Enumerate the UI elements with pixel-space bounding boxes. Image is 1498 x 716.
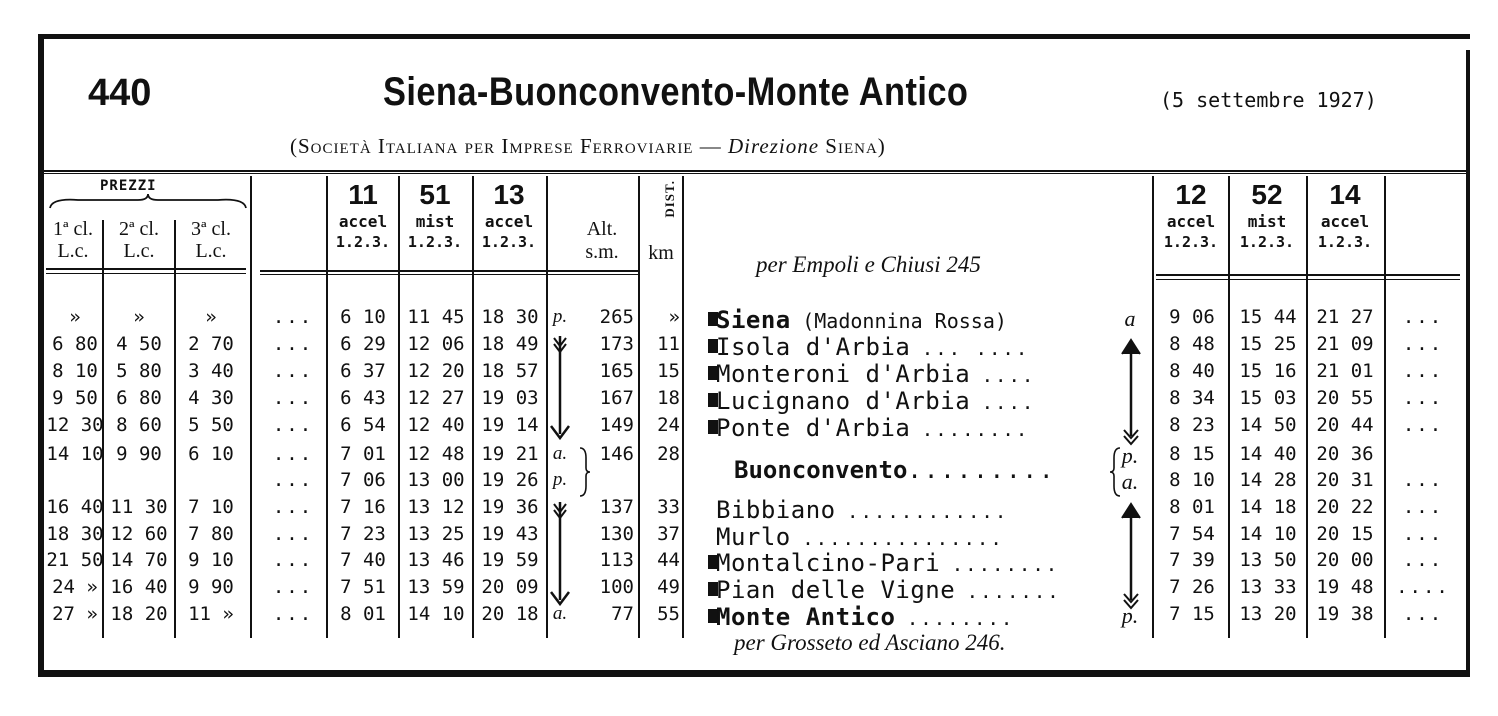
time-train-52: 14 40 — [1239, 443, 1297, 465]
station-name: Murlo — [716, 523, 791, 551]
price-class-2: 14 70 — [110, 549, 168, 571]
time-train-52: 15 16 — [1239, 360, 1297, 382]
train-13-classes: 1.2.3. — [481, 233, 537, 251]
station-name: Montalcino-Pari — [716, 549, 941, 577]
price-class-3: 7 10 — [188, 496, 234, 518]
price-class-2: 16 40 — [110, 576, 168, 598]
trains-down-rule — [260, 270, 640, 272]
distance-km: 24 — [657, 414, 680, 436]
station-cell — [716, 360, 1116, 388]
time-train-11: 7 06 — [340, 469, 386, 491]
time-train-52: 14 50 — [1239, 414, 1297, 436]
blank-column: ... — [272, 360, 314, 382]
time-train-13: 19 14 — [481, 414, 539, 436]
train-14-number: 14 — [1329, 179, 1361, 210]
altitude: 149 — [599, 414, 634, 436]
train-12-classes: 1.2.3. — [1163, 233, 1219, 251]
table-row — [38, 603, 1470, 629]
class-1-top: 1ª cl. — [53, 218, 93, 240]
time-train-52: 15 44 — [1239, 306, 1297, 328]
station-cell — [716, 523, 1116, 551]
time-train-13: 19 03 — [481, 387, 539, 409]
time-train-13: 20 09 — [481, 576, 539, 598]
time-train-52: 13 33 — [1239, 576, 1297, 598]
arrival-departure-mark: a. — [1121, 469, 1139, 494]
blank-column: ... — [272, 469, 314, 491]
price-class-3: 6 10 — [188, 443, 234, 465]
blank-column: ... — [272, 333, 314, 355]
leader-dots: ... .... — [921, 338, 1030, 360]
station-name: Monteroni d'Arbia — [716, 360, 971, 388]
time-train-14: 20 31 — [1316, 469, 1374, 491]
train-12-number: 12 — [1175, 179, 1207, 210]
time-train-11: 6 43 — [340, 387, 386, 409]
time-train-12: 8 10 — [1169, 469, 1215, 491]
station-name: Buonconvento — [734, 456, 908, 484]
altitude: 100 — [599, 576, 634, 598]
price-class-2: 4 50 — [116, 333, 162, 355]
blank-column: ... — [272, 443, 314, 465]
time-train-51: 13 59 — [407, 576, 465, 598]
time-train-13: 19 26 — [481, 469, 539, 491]
time-train-13: 19 59 — [481, 549, 539, 571]
header-rule-top — [44, 170, 1466, 172]
time-train-51: 13 00 — [407, 469, 465, 491]
train-52-header — [1232, 178, 1302, 252]
altitude: 265 — [599, 306, 634, 328]
station-name: Pian delle Vigne — [716, 576, 956, 604]
price-class-2: 9 90 — [116, 443, 162, 465]
distance-km: » — [668, 306, 680, 328]
leader-dots: ........ — [906, 608, 1015, 630]
altitude-header — [568, 218, 636, 264]
station-note: (Madonnina Rossa) — [802, 309, 1007, 333]
table-row — [38, 576, 1470, 602]
station-name: Bibbiano — [716, 496, 836, 524]
blank-column: .... — [1396, 576, 1450, 598]
distance-km: 55 — [657, 603, 680, 625]
time-train-14: 21 27 — [1316, 306, 1374, 328]
brace-right — [1108, 446, 1122, 498]
time-train-52: 13 50 — [1239, 549, 1297, 571]
time-train-13: 19 21 — [481, 443, 539, 465]
trains-down-rule-thin — [260, 274, 640, 275]
leader-dots: ............ — [847, 501, 1009, 523]
time-train-11: 7 40 — [340, 549, 386, 571]
arrival-departure-mark: a. — [552, 443, 568, 464]
leader-dots: ......... — [907, 456, 1056, 484]
class-2-top: 2ª cl. — [119, 218, 159, 240]
prices-rule — [46, 268, 246, 270]
arrival-departure-mark: p. — [1121, 443, 1139, 468]
leader-dots: ............... — [802, 528, 1004, 550]
train-11-header — [328, 178, 398, 252]
time-train-51: 12 20 — [407, 360, 465, 382]
station-name: Lucignano d'Arbia — [716, 387, 971, 415]
altitude: 165 — [599, 360, 634, 382]
time-train-51: 12 06 — [407, 333, 465, 355]
time-train-12: 8 48 — [1169, 333, 1215, 355]
class-2-bottom: L.c. — [123, 240, 155, 262]
distance-km: 44 — [657, 549, 680, 571]
train-14-kind: accel — [1320, 212, 1370, 231]
price-class-3: 9 10 — [188, 549, 234, 571]
time-train-51: 12 48 — [407, 443, 465, 465]
company-open: ( — [290, 134, 298, 158]
time-train-14: 20 44 — [1316, 414, 1374, 436]
arrival-departure-mark: a — [1124, 306, 1136, 331]
station-cell — [716, 496, 1116, 524]
train-51-kind: mist — [415, 212, 455, 231]
train-52-number: 52 — [1251, 179, 1283, 210]
altitude: 173 — [599, 333, 634, 355]
up-arrow-north — [1118, 336, 1144, 448]
station-cell — [716, 414, 1116, 442]
price-class-1: 8 10 — [52, 360, 98, 382]
company-line — [290, 134, 886, 159]
station-cell — [716, 387, 1116, 415]
price-class-2: 11 30 — [110, 496, 168, 518]
table-row — [38, 496, 1470, 522]
price-class-2: » — [133, 306, 145, 328]
table-row — [38, 414, 1470, 440]
time-train-52: 13 20 — [1239, 603, 1297, 625]
train-11-kind: accel — [338, 212, 388, 231]
time-train-12: 7 54 — [1169, 523, 1215, 545]
blank-column: ... — [272, 603, 314, 625]
altitude: 77 — [611, 603, 634, 625]
distance-label: DIST. — [662, 180, 677, 218]
bottom-border — [38, 670, 1470, 677]
altitude-bottom: s.m. — [585, 241, 619, 263]
km-label: km — [648, 242, 674, 264]
up-arrow-south — [1118, 500, 1144, 612]
distance-km: 15 — [657, 360, 680, 382]
train-13-kind: accel — [484, 212, 534, 231]
blank-column: ... — [272, 414, 314, 436]
altitude: 146 — [599, 443, 634, 465]
blank-column: ... — [272, 523, 314, 545]
price-class-1: » — [69, 306, 81, 328]
price-class-1: 24 » — [52, 576, 98, 598]
trains-up-rule-thin — [1156, 279, 1460, 280]
price-class-1: 18 30 — [46, 523, 104, 545]
class-3-header — [176, 218, 246, 262]
blank-column: ... — [272, 306, 314, 328]
train-51-classes: 1.2.3. — [407, 233, 463, 251]
station-cell — [716, 549, 1116, 577]
blank-column: ... — [272, 549, 314, 571]
train-12-header — [1156, 178, 1226, 252]
blank-column: ... — [1402, 387, 1444, 409]
time-train-11: 6 54 — [340, 414, 386, 436]
train-14-classes: 1.2.3. — [1317, 233, 1373, 251]
table-row — [38, 549, 1470, 575]
altitude: 130 — [599, 523, 634, 545]
distance-km: 33 — [657, 496, 680, 518]
time-train-11: 7 23 — [340, 523, 386, 545]
table-row — [38, 333, 1470, 359]
time-train-14: 20 15 — [1316, 523, 1374, 545]
station-name: Monte Antico — [716, 603, 896, 631]
leader-dots: ....... — [966, 581, 1061, 603]
train-12-kind: accel — [1166, 212, 1216, 231]
class-1-bottom: L.c. — [57, 240, 89, 262]
header-rule-top-thin — [44, 173, 1466, 174]
time-train-11: 7 01 — [340, 443, 386, 465]
down-arrow-south — [548, 496, 572, 608]
brace-left — [578, 446, 592, 498]
time-train-12: 8 34 — [1169, 387, 1215, 409]
arrival-departure-mark: p. — [1121, 603, 1139, 628]
direction-label: Direzione — [727, 134, 820, 158]
time-train-12: 8 23 — [1169, 414, 1215, 436]
altitude-top: Alt. — [586, 218, 618, 240]
table-row — [38, 360, 1470, 386]
station-cell — [716, 576, 1116, 604]
time-train-14: 19 48 — [1316, 576, 1374, 598]
distance-km: 49 — [657, 576, 680, 598]
connection-south: per Grosseto ed Asciano 246. — [734, 630, 1006, 655]
price-class-1: 21 50 — [46, 549, 104, 571]
price-class-3: » — [205, 306, 217, 328]
time-train-51: 13 25 — [407, 523, 465, 545]
time-train-13: 18 49 — [481, 333, 539, 355]
time-train-14: 19 38 — [1316, 603, 1374, 625]
direction-city: Siena) — [819, 134, 886, 158]
time-train-11: 6 29 — [340, 333, 386, 355]
price-class-3: 4 30 — [188, 387, 234, 409]
blank-column: ... — [1402, 496, 1444, 518]
price-class-3: 11 » — [188, 603, 234, 625]
price-class-1: 27 » — [52, 603, 98, 625]
time-train-11: 8 01 — [340, 603, 386, 625]
timetable-frame — [38, 30, 1470, 682]
price-class-3: 7 80 — [188, 523, 234, 545]
leader-dots: .... — [981, 365, 1036, 387]
station-name: Isola d'Arbia — [716, 333, 911, 361]
altitude: 113 — [599, 549, 634, 571]
time-train-51: 12 40 — [407, 414, 465, 436]
time-train-13: 19 43 — [481, 523, 539, 545]
time-train-14: 20 00 — [1316, 549, 1374, 571]
time-train-12: 8 01 — [1169, 496, 1215, 518]
distance-km: 11 — [657, 333, 680, 355]
blank-column: ... — [272, 496, 314, 518]
table-row — [38, 306, 1470, 332]
prices-header: PREZZI — [100, 178, 157, 194]
leader-dots: .... — [981, 392, 1036, 414]
price-class-3: 3 40 — [188, 360, 234, 382]
time-train-12: 8 15 — [1169, 443, 1215, 465]
class-3-bottom: L.c. — [195, 240, 227, 262]
time-train-13: 18 30 — [481, 306, 539, 328]
trains-up-rule — [1156, 274, 1460, 276]
time-train-51: 13 46 — [407, 549, 465, 571]
price-class-1: 16 40 — [46, 496, 104, 518]
arrival-departure-mark: p. — [552, 306, 568, 327]
station-buonconvento — [734, 456, 1055, 484]
blank-column: ... — [1402, 333, 1444, 355]
blank-column: ... — [272, 387, 314, 409]
table-row — [38, 387, 1470, 413]
time-train-14: 20 22 — [1316, 496, 1374, 518]
time-train-13: 19 36 — [481, 496, 539, 518]
time-train-12: 7 39 — [1169, 549, 1215, 571]
train-51-number: 51 — [419, 179, 451, 210]
time-train-52: 14 28 — [1239, 469, 1297, 491]
arrival-departure-mark: p. — [552, 469, 568, 490]
distance-km: 28 — [657, 443, 680, 465]
leader-dots: ........ — [951, 554, 1060, 576]
blank-column: ... — [1402, 469, 1444, 491]
time-train-52: 15 25 — [1239, 333, 1297, 355]
leader-dots: ........ — [921, 419, 1030, 441]
blank-column: ... — [1402, 306, 1444, 328]
blank-column: ... — [1402, 603, 1444, 625]
time-train-51: 14 10 — [407, 603, 465, 625]
time-train-14: 20 36 — [1316, 443, 1374, 465]
prices-brace — [48, 194, 248, 210]
page-title: Siena-Buonconvento-Monte Antico — [383, 70, 969, 114]
arrival-departure-mark: a. — [552, 603, 568, 624]
price-class-3: 2 70 — [188, 333, 234, 355]
station-cell — [716, 306, 1116, 334]
train-11-number: 11 — [348, 179, 378, 210]
price-class-3: 5 50 — [188, 414, 234, 436]
time-train-12: 9 06 — [1169, 306, 1215, 328]
station-cell — [716, 603, 1116, 631]
blank-column: ... — [272, 576, 314, 598]
train-13-header — [474, 178, 544, 252]
time-train-11: 6 10 — [340, 306, 386, 328]
station-name: Ponte d'Arbia — [716, 414, 911, 442]
down-arrow-north — [548, 330, 572, 442]
class-3-top: 3ª cl. — [191, 218, 231, 240]
time-train-11: 7 16 — [340, 496, 386, 518]
time-train-13: 20 18 — [481, 603, 539, 625]
train-52-kind: mist — [1247, 212, 1287, 231]
time-train-12: 7 26 — [1169, 576, 1215, 598]
company-name: Società Italiana per Imprese Ferroviarie — [298, 134, 694, 158]
price-class-3: 9 90 — [188, 576, 234, 598]
blank-column: ... — [1402, 523, 1444, 545]
price-class-1: 12 30 — [46, 414, 104, 436]
station-name: Siena — [716, 306, 791, 334]
company-separator: — — [693, 134, 728, 158]
price-class-2: 12 60 — [110, 523, 168, 545]
train-52-classes: 1.2.3. — [1239, 233, 1295, 251]
blank-column: ... — [1402, 414, 1444, 436]
time-train-14: 21 01 — [1316, 360, 1374, 382]
time-train-11: 6 37 — [340, 360, 386, 382]
station-cell — [716, 333, 1116, 361]
price-class-2: 5 80 — [116, 360, 162, 382]
price-class-1: 9 50 — [52, 387, 98, 409]
train-13-number: 13 — [493, 179, 525, 210]
train-11-classes: 1.2.3. — [335, 233, 391, 251]
price-class-2: 6 80 — [116, 387, 162, 409]
time-train-12: 7 15 — [1169, 603, 1215, 625]
altitude: 137 — [599, 496, 634, 518]
blank-column: ... — [1402, 549, 1444, 571]
blank-column: ... — [1402, 360, 1444, 382]
time-train-52: 15 03 — [1239, 387, 1297, 409]
time-train-14: 21 09 — [1316, 333, 1374, 355]
time-train-51: 12 27 — [407, 387, 465, 409]
table-number: 440 — [88, 72, 152, 114]
train-51-header — [400, 178, 470, 252]
train-14-header — [1310, 178, 1380, 252]
top-border — [38, 34, 1470, 39]
time-train-52: 14 10 — [1239, 523, 1297, 545]
distance-km: 18 — [657, 387, 680, 409]
time-train-51: 13 12 — [407, 496, 465, 518]
connection-north: per Empoli e Chiusi 245 — [756, 252, 981, 277]
distance-km: 37 — [657, 523, 680, 545]
altitude: 167 — [599, 387, 634, 409]
time-train-51: 11 45 — [407, 306, 465, 328]
time-train-13: 18 57 — [481, 360, 539, 382]
table-row — [38, 523, 1470, 549]
class-1-header — [38, 218, 108, 262]
time-train-14: 20 55 — [1316, 387, 1374, 409]
time-train-11: 7 51 — [340, 576, 386, 598]
effective-date: (5 settembre 1927) — [1160, 88, 1377, 112]
price-class-1: 14 10 — [46, 443, 104, 465]
price-class-2: 18 20 — [110, 603, 168, 625]
price-class-1: 6 80 — [52, 333, 98, 355]
class-2-header — [104, 218, 174, 262]
time-train-12: 8 40 — [1169, 360, 1215, 382]
prices-rule-thin — [46, 273, 246, 274]
price-class-2: 8 60 — [116, 414, 162, 436]
time-train-52: 14 18 — [1239, 496, 1297, 518]
